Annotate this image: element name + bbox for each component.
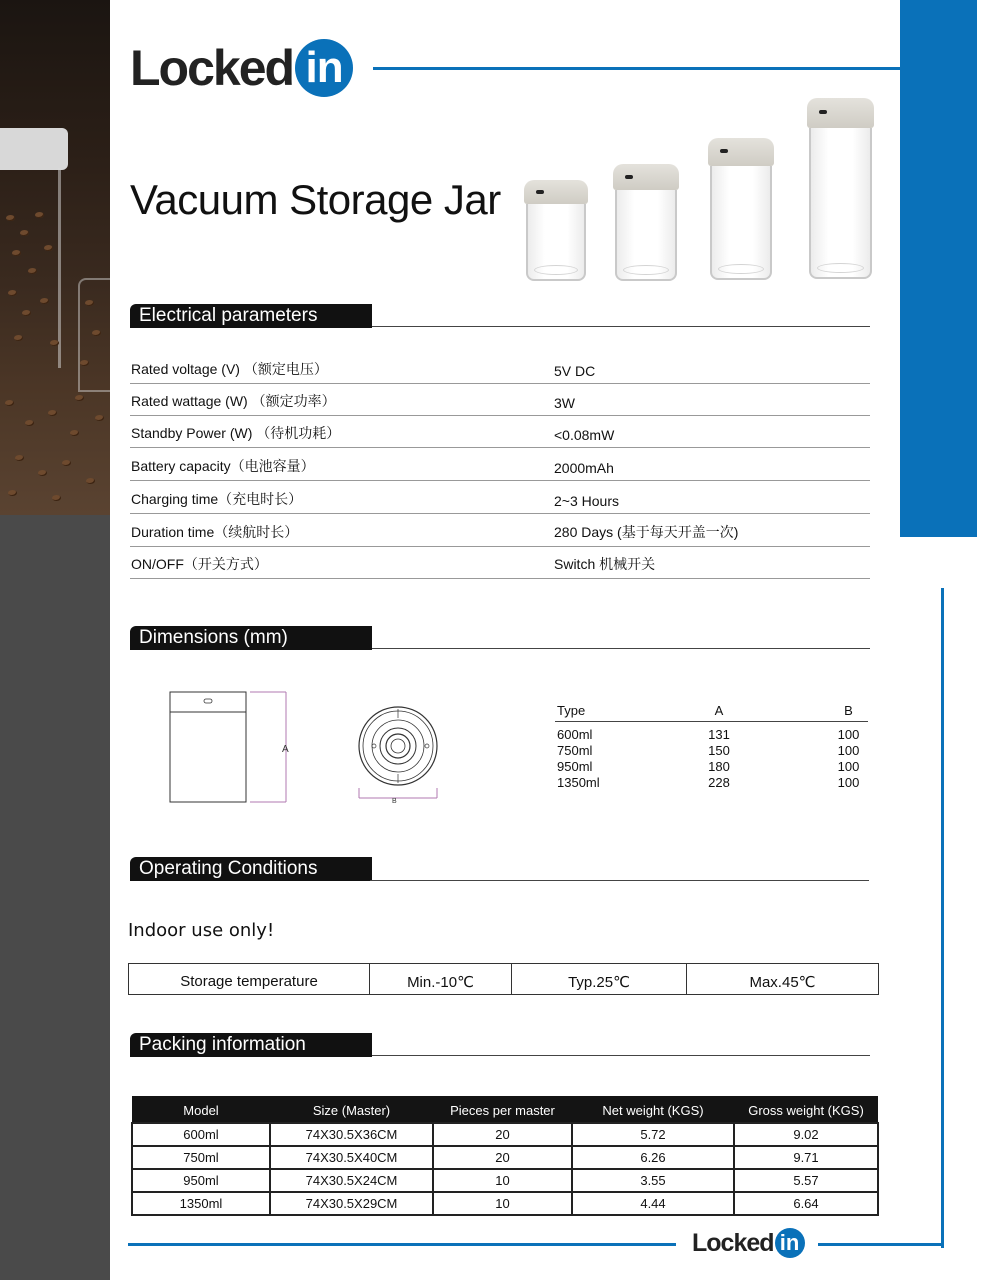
logo-badge: in: [295, 39, 353, 97]
indoor-note: Indoor use only!: [128, 920, 275, 941]
column-header: Size (Master): [270, 1096, 433, 1123]
table-cell: 20: [433, 1146, 572, 1169]
jar-600ml-image: [524, 180, 588, 281]
table-cell: 6.26: [572, 1146, 734, 1169]
param-row: [130, 448, 870, 481]
table-cell: 100: [837, 775, 860, 790]
dimensions-header-row: [555, 702, 868, 722]
temperature-label: Storage temperature: [129, 964, 370, 995]
table-cell: 74X30.5X40CM: [270, 1146, 433, 1169]
param-value: Switch 机械开关: [554, 556, 656, 572]
table-row: [129, 964, 879, 995]
table-cell: 9.71: [734, 1146, 878, 1169]
logo-badge: in: [775, 1228, 805, 1258]
packing-table: [131, 1096, 879, 1216]
dimensions-heading: Dimensions (mm): [130, 626, 372, 650]
table-cell: 950ml: [557, 759, 593, 774]
table-row: [555, 759, 868, 775]
electrical-heading-rule: [372, 326, 870, 327]
param-value: 2000mAh: [554, 460, 614, 476]
table-row: [132, 1169, 878, 1192]
param-row: [130, 383, 870, 416]
table-cell: 950ml: [132, 1169, 270, 1192]
table-row: [132, 1192, 878, 1215]
param-value: <0.08mW: [554, 427, 615, 443]
packing-heading: Packing information: [130, 1033, 372, 1057]
param-value: 5V DC: [554, 363, 596, 379]
blue-header-rule: [373, 67, 900, 70]
table-cell: 6.64: [734, 1192, 878, 1215]
table-cell: 1350ml: [557, 775, 600, 790]
jar-dimension-diagram: [160, 682, 460, 812]
param-label: Standby Power (W) （待机功耗）: [131, 425, 341, 441]
table-cell: 4.44: [572, 1192, 734, 1215]
packing-heading-rule: [372, 1055, 870, 1056]
packing-header-row: [132, 1096, 878, 1123]
electrical-heading: Electrical parameters: [130, 304, 372, 328]
table-cell: 228: [708, 775, 730, 790]
param-label: Rated wattage (W) （额定功率）: [131, 393, 336, 409]
dimension-a-label: A: [282, 744, 289, 755]
dimension-b-label: B: [392, 798, 397, 805]
logo-word: Locked: [692, 1228, 774, 1257]
blue-footer-rule-left: [128, 1243, 676, 1246]
table-cell: 5.72: [572, 1123, 734, 1146]
table-cell: 100: [837, 743, 860, 758]
table-cell: 1350ml: [132, 1192, 270, 1215]
column-header: Model: [132, 1096, 270, 1123]
footer-brand-logo: [692, 1226, 805, 1260]
column-header: Gross weight (KGS): [734, 1096, 878, 1123]
param-row: [130, 514, 870, 547]
table-cell: 10: [433, 1192, 572, 1215]
brand-logo: [130, 38, 353, 98]
page-title: Vacuum Storage Jar: [130, 176, 501, 223]
blue-accent-bar: [900, 0, 977, 537]
coffee-beans-photo: [0, 0, 110, 515]
temperature-typ: Typ.25℃: [512, 964, 687, 995]
param-row: [130, 546, 870, 579]
param-row: [130, 351, 870, 384]
param-row: [130, 415, 870, 448]
table-cell: 131: [708, 727, 730, 742]
dimensions-table: [555, 702, 868, 791]
table-row: [555, 775, 868, 791]
column-header: Net weight (KGS): [572, 1096, 734, 1123]
table-cell: 750ml: [132, 1146, 270, 1169]
operating-heading-rule: [370, 880, 869, 881]
param-value: 3W: [554, 395, 575, 411]
table-cell: 100: [837, 759, 860, 774]
param-label: Rated voltage (V) （额定电压）: [131, 361, 328, 377]
jar-1350ml-image: [807, 98, 874, 279]
column-header: Pieces per master: [433, 1096, 572, 1123]
table-cell: 3.55: [572, 1169, 734, 1192]
table-cell: 74X30.5X36CM: [270, 1123, 433, 1146]
param-value: 280 Days (基于每天开盖一次): [554, 524, 739, 540]
table-cell: 750ml: [557, 743, 593, 758]
param-value: 2~3 Hours: [554, 493, 619, 509]
table-cell: 600ml: [557, 727, 593, 742]
table-cell: 600ml: [132, 1123, 270, 1146]
photo-jar-lid: [0, 128, 68, 170]
param-label: ON/OFF（开关方式）: [131, 556, 268, 572]
table-cell: 20: [433, 1123, 572, 1146]
param-row: [130, 481, 870, 514]
param-label: Duration time（续航时长）: [131, 524, 299, 540]
table-cell: 5.57: [734, 1169, 878, 1192]
table-cell: 10: [433, 1169, 572, 1192]
table-row: [132, 1146, 878, 1169]
column-header: A: [667, 702, 769, 722]
operating-heading: Operating Conditions: [130, 857, 372, 881]
logo-word: Locked: [130, 40, 294, 96]
table-cell: 9.02: [734, 1123, 878, 1146]
temperature-max: Max.45℃: [687, 964, 879, 995]
column-header: Type: [555, 702, 667, 722]
param-label: Charging time（充电时长）: [131, 491, 303, 507]
table-cell: 180: [708, 759, 730, 774]
table-cell: 150: [708, 743, 730, 758]
table-row: [555, 722, 868, 744]
table-cell: 100: [837, 727, 860, 742]
blue-footer-rule-right: [818, 1243, 944, 1246]
temperature-min: Min.-10℃: [370, 964, 512, 995]
jar-750ml-image: [613, 164, 679, 281]
temperature-table: [128, 963, 879, 995]
jar-950ml-image: [708, 138, 774, 280]
table-row: [555, 743, 868, 759]
column-header: B: [769, 702, 868, 722]
table-row: [132, 1123, 878, 1146]
param-label: Battery capacity（电池容量）: [131, 458, 315, 474]
table-cell: 74X30.5X29CM: [270, 1192, 433, 1215]
blue-vertical-rule: [941, 588, 944, 1248]
dimensions-heading-rule: [372, 648, 870, 649]
table-cell: 74X30.5X24CM: [270, 1169, 433, 1192]
